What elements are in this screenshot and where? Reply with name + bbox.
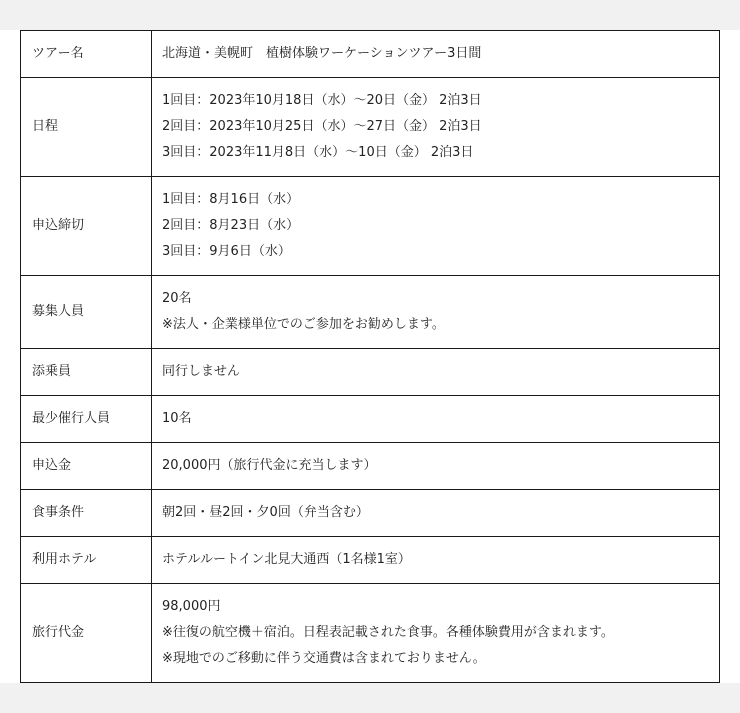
value-line: 1回目：2023年10月18日（水）～20日（金） 2泊3日: [162, 93, 482, 108]
row-label: 申込金: [21, 443, 152, 490]
value-line: ※現地でのご移動に伴う交通費は含まれておりません。: [162, 651, 486, 666]
value-line: 20名: [162, 291, 192, 306]
row-label: 申込締切: [21, 177, 152, 276]
value-line: 3回目：9月6日（水）: [162, 244, 291, 259]
top-band: [0, 0, 740, 30]
row-value: [152, 276, 720, 349]
table-row-price: [21, 584, 720, 683]
row-value: [152, 31, 720, 78]
value-line: ※法人・企業様単位でのご参加をお勧めします。: [162, 317, 445, 332]
value-line: 同行しません: [162, 364, 241, 379]
row-value: [152, 177, 720, 276]
row-label: ツアー名: [21, 31, 152, 78]
table-row-meals: [21, 490, 720, 537]
row-value: [152, 584, 720, 683]
row-value: [152, 396, 720, 443]
value-line: ホテルルートイン北見大通西（1名様1室）: [162, 552, 411, 567]
row-label: 添乗員: [21, 349, 152, 396]
row-label: 旅行代金: [21, 584, 152, 683]
table-row-capacity: [21, 276, 720, 349]
table-row-schedule: [21, 78, 720, 177]
row-label: 募集人員: [21, 276, 152, 349]
value-line: 北海道・美幌町 植樹体験ワーケーションツアー3日間: [162, 46, 482, 61]
row-label: 日程: [21, 78, 152, 177]
row-value: [152, 490, 720, 537]
tour-info-table: [20, 30, 720, 683]
value-line: 2回目：8月23日（水）: [162, 218, 300, 233]
table-row-tour-name: [21, 31, 720, 78]
table-row-min-participants: [21, 396, 720, 443]
row-label: 食事条件: [21, 490, 152, 537]
row-value: [152, 349, 720, 396]
value-line: 2回目：2023年10月25日（水）～27日（金） 2泊3日: [162, 119, 482, 134]
row-value: [152, 78, 720, 177]
value-line: ※往復の航空機＋宿泊。日程表記載された食事。各種体験費用が含まれます。: [162, 625, 614, 640]
value-line: 1回目：8月16日（水）: [162, 192, 300, 207]
row-value: [152, 443, 720, 490]
row-label: 利用ホテル: [21, 537, 152, 584]
value-line: 10名: [162, 411, 192, 426]
table-row-deadline: [21, 177, 720, 276]
bottom-band: [0, 683, 740, 713]
value-line: 朝2回・昼2回・夕0回（弁当含む）: [162, 505, 369, 520]
row-label: 最少催行人員: [21, 396, 152, 443]
table-row-hotel: [21, 537, 720, 584]
value-line: 20,000円（旅行代金に充当します）: [162, 458, 377, 473]
value-line: 3回目：2023年11月8日（水）～10日（金） 2泊3日: [162, 145, 474, 160]
value-line: 98,000円: [162, 599, 221, 614]
row-value: [152, 537, 720, 584]
table-row-conductor: [21, 349, 720, 396]
table-row-deposit: [21, 443, 720, 490]
